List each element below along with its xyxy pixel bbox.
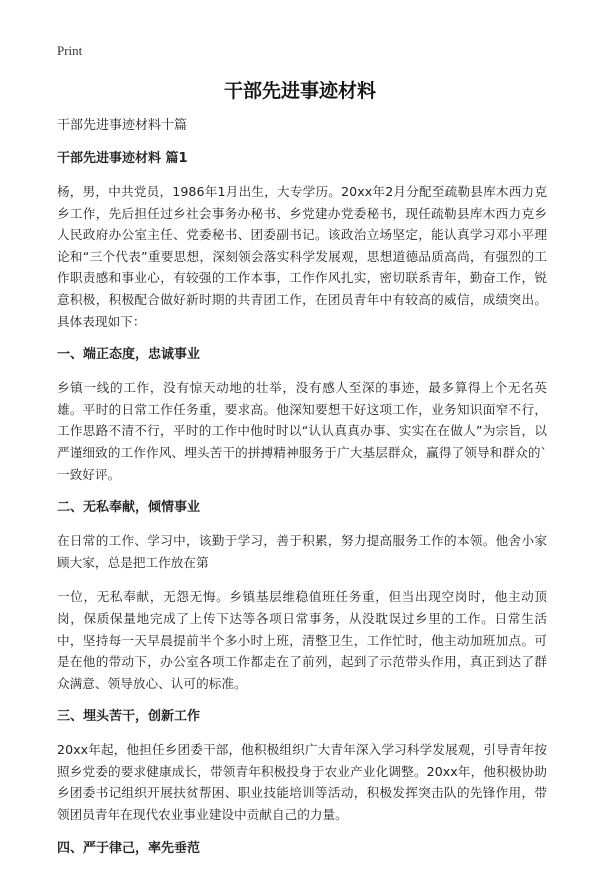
section-2-paragraph-1: 在日常的工作、学习中，该勤于学习，善于积累，努力提高服务工作的本领。他舍小家顾大家，总是把工作放在第: [57, 533, 547, 570]
section-2-paragraph-2: 一位，无私奉献，无怨无悔。乡镇基层维稳值班任务重，但当出现空岗时，他主动顶岗，保质保量地完成了上传下达等各项日常事务，从没耽误过乡里的工作。日常生活中，坚持每一天早晨提前半个多小时上班，清整卫生，工作忙时，他主动加班加点。可是在他的带动下，办公室各项工作都走在了前列，起到了示范带头作用，真正到达了群众满意、领导放心、认可的标准。: [57, 589, 547, 691]
intro-paragraph: 杨，男，中共党员，1986年1月出生，大专学历。20xx年2月分配至疏勒县库木西力克乡工作，先后担任过乡社会事务办秘书、乡党建办党委秘书，现任疏勒县库木西力克乡人民政府办公室主任、党委秘书、团委副书记。该政治立场坚定，能认真学习邓小平理论和“三个代表”重要思想，深刻领会落实科学发展观，思想道德品质高尚，有强烈的工作职责感和事业心，有较强的工作本事，工作作风扎实，密切联系青年，勤奋工作，锐意积极，积极配合做好新时期的共青团工作，在团员青年中有较高的威信，成绩突出。具体表现如下：: [57, 184, 547, 329]
section-heading-3: 三、埋头苦干，创新工作: [57, 709, 201, 725]
article-heading: 干部先进事迹材料 篇1: [57, 151, 188, 166]
section-3-paragraph: 20xx年起，他担任乡团委干部，他积极组织广大青年深入学习科学发展观，引导青年按照乡党委的要求健康成长，带领青年积极投身于农业产业化调整。20xx年，他积极协助乡团委书记组织开展扶贫帮困、职业技能培训等活动，积极发挥突击队的先锋作用，带领团员青年在现代农业事业建设中贡献自己的力量。: [57, 742, 547, 823]
document-body: [57, 116, 547, 871]
document-title: 干部先进事迹材料: [223, 80, 376, 102]
section-heading-4: 四、严于律己，率先垂范: [57, 840, 201, 856]
section-heading-1: 一、端正态度，忠诚事业: [57, 347, 201, 363]
section-1-paragraph: 乡镇一线的工作，没有惊天动地的壮举，没有感人至深的事迹，最多算得上个无名英雄。平时的日常工作任务重，要求高。他深知要想干好这项工作，业务知识面窄不行，工作思路不清不行，平时的工作中他时时以“认认真真办事、实实在在做人”为宗旨，以严谨细致的工作作风、埋头苦干的拼搏精神服务于广大基层群众，赢得了领导和群众的`一致好评。: [57, 380, 547, 482]
section-heading-2: 二、无私奉献，倾情事业: [57, 500, 201, 516]
document-subtitle: 干部先进事迹材料十篇: [57, 118, 188, 133]
print-link[interactable]: Print: [57, 43, 83, 58]
